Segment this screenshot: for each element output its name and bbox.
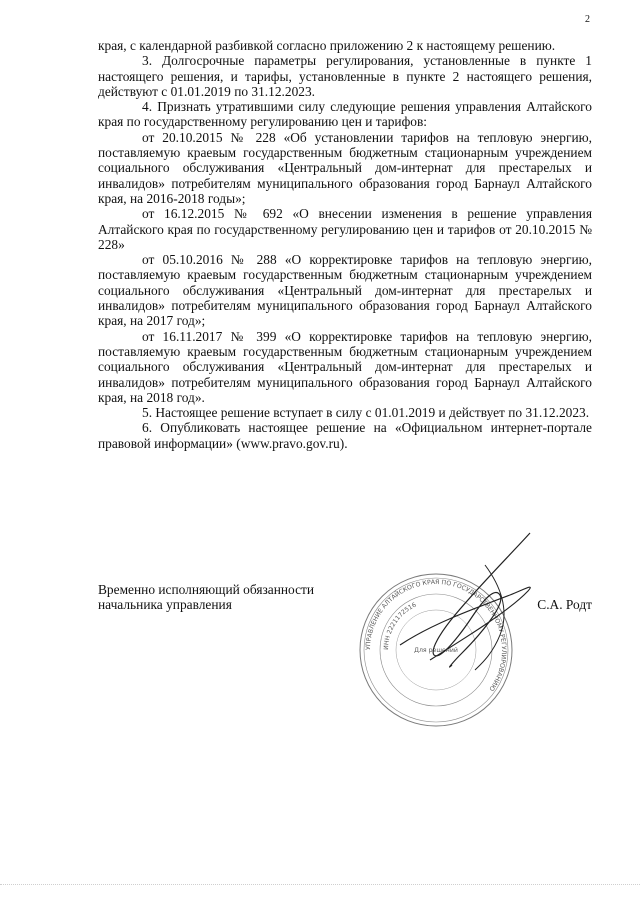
signatory-name: С.А. Родт	[537, 597, 592, 612]
paragraph: 5. Настоящее решение вступает в силу с 01.01.2019 и действует по 31.12.2023.	[142, 405, 590, 421]
paragraph: от 16.11.2017 № 399 «О корректировке тарифов на тепловую энергию, поставляемую краевым государственным бюджетным стационарным учреждением социального обслуживания «Центральный дом-интернат для престарелых и инвалидов» потребителям муниципального образования город Барнаул Алтайского края, на 2018 год».	[98, 328, 592, 405]
paragraph: от 20.10.2015 № 228 «Об установлении тарифов на тепловую энергию, поставляемую краевым государственным бюджетным стационарным учреждением социального обслуживания «Центральный дом-интернат для престарелых и инвалидов» потребителям муниципального образования город Барнаул Алтайского края, на 2016-2018 годы»;	[98, 129, 592, 206]
paragraph: 4. Признать утратившими силу следующие решения управления Алтайского края по государственному регулированию цен и тарифов:	[98, 99, 592, 130]
stamp-inner-text: ИНН 2221172516	[382, 601, 418, 651]
paragraph: 3. Долгосрочные параметры регулирования, установленные в пункте 1 настоящего решения, и тарифы, установленные в пункте 2 настоящего решения, действуют с 01.01.2019 по 31.12.2023.	[98, 53, 592, 99]
stamp-center-text: Для решений	[414, 647, 458, 654]
page-number: 2	[585, 14, 590, 25]
paragraph: 6. Опубликовать настоящее решение на «Официальном интернет-портале правовой информации» (www.pravo.gov.ru).	[98, 420, 592, 451]
paragraph: от 16.12.2015 № 692 «О внесении изменения в решение управления Алтайского края по государственному регулированию цен и тарифов от 20.10.2015 № 228»	[98, 206, 592, 252]
document-body	[98, 38, 592, 451]
scan-edge-line	[0, 884, 640, 887]
stamp-outer-text: УПРАВЛЕНИЕ АЛТАЙСКОГО КРАЯ ПО ГОСУДАРСТВЕННОМУ РЕГУЛИРОВАНИЮ	[364, 578, 508, 693]
signatory-title-line1: Временно исполняющий обязанности	[98, 582, 315, 597]
signatory-title-line2: начальника управления	[98, 597, 232, 613]
paragraph: края, с календарной разбивкой согласно приложению 2 к настоящему решению.	[98, 38, 556, 53]
paragraph: от 05.10.2016 № 288 «О корректировке тарифов на тепловую энергию, поставляемую краевым государственным бюджетным стационарным учреждением социального обслуживания «Центральный дом-интернат для престарелых и инвалидов» потребителям муниципального образования город Барнаул Алтайского края, на 2017 год»;	[98, 252, 592, 329]
signature-block	[98, 582, 592, 613]
